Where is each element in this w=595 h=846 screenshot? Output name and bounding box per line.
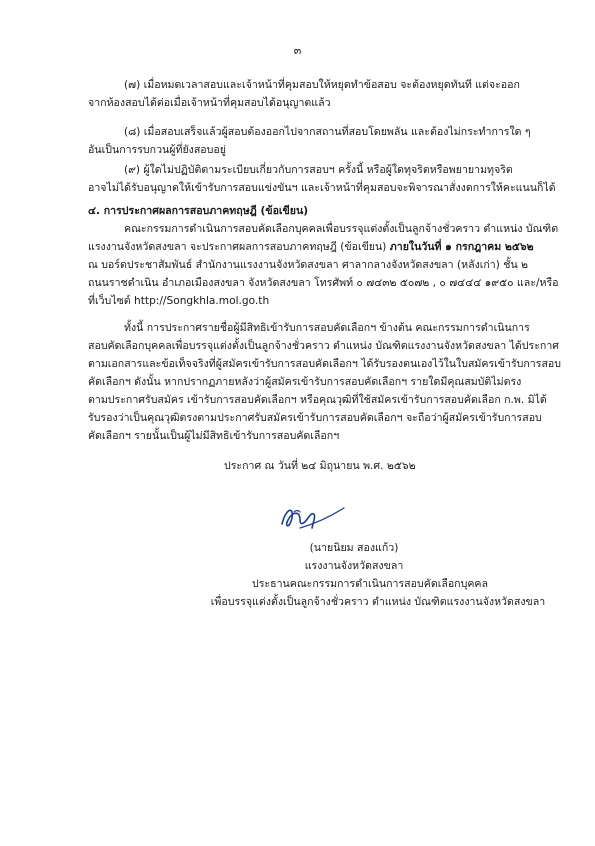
section-4-line-2 (88, 239, 534, 255)
handwritten-signature (270, 498, 350, 538)
section-4-line-2-text: แรงงานจังหวัดสงขลา จะประกาศผลการสอบภาคทฤษฎี (ข้อเขียน) (88, 241, 390, 253)
item-9-line-2: อาจไม่ได้รับอนุญาตให้เข้ารับการสอบแข่งขันฯ และเจ้าหน้าที่คุมสอบจะพิจารณาสั่งงดการให้คะแนนก็ได้ (88, 182, 556, 194)
notice-line-1: ทั้งนี้ การประกาศรายชื่อผู้มีสิทธิเข้ารับการสอบคัดเลือกฯ ข้างต้น คณะกรรมการดำเนินการ (124, 322, 530, 334)
notice-line-5: ตามประกาศรับสมัคร เข้ารับการสอบคัดเลือกฯ หรือคุณวุฒิที่ใช้สมัครเข้ารับการสอบคัดเลือก ก.พ. มิได้ (88, 394, 547, 406)
announcement-date: ประกาศ ณ วันที่ ๒๔ มิถุนายน พ.ศ. ๒๕๖๒ (224, 460, 416, 472)
item-7-line-2: จากห้องสอบได้ต่อเมื่อเจ้าหน้าที่คุมสอบได้อนุญาตแล้ว (88, 97, 331, 109)
signer-role-line-2: เพื่อบรรจุแต่งตั้งเป็นลูกจ้างชั่วคราว ตำแหน่ง บัณฑิตแรงงานจังหวัดสงขลา (210, 596, 546, 608)
section-4-heading: ๔. การประกาศผลการสอบภาคทฤษฎี (ข้อเขียน) (88, 205, 309, 217)
item-8-line-2: อันเป็นการรบกวนผู้ที่ยังสอบอยู่ (88, 144, 226, 156)
section-4-line-1: คณะกรรมการดำเนินการสอบคัดเลือกบุคคลเพื่อบรรจุแต่งตั้งเป็นลูกจ้างชั่วคราว ตำแหน่ง บัณฑิต (124, 223, 559, 235)
result-date: ภายในวันที่ ๑ กรกฎาคม ๒๕๖๒ (389, 241, 534, 253)
item-8-line-1: (๘) เมื่อสอบเสร็จแล้วผู้สอบต้องออกไปจากสถานที่สอบโดยพลัน และต้องไม่กระทำการใด ๆ (124, 126, 531, 138)
notice-line-3: ตามเอกสารและข้อเท็จจริงที่ผู้สมัครเข้ารับการสอบคัดเลือกฯ ได้รับรองตนเองไว้ในใบสมัครเข้ารับการสอบ (88, 358, 561, 370)
section-4-line-4: ถนนราชดำเนิน อำเภอเมืองสงขลา จังหวัดสงขลา โทรศัพท์ ๐ ๗๔๓๒ ๕๐๗๒ , ๐ ๗๔๔๔ ๑๙๕๐ และ/หรือ (88, 277, 559, 289)
signer-name: (นายนิยม สองแก้ว) (309, 542, 399, 554)
signer-role-line-1: ประธานคณะกรรมการดำเนินการสอบคัดเลือกบุคคล (252, 578, 488, 590)
notice-line-6: รับรองว่าเป็นคุณวุฒิตรงตามประกาศรับสมัครเข้ารับการสอบคัดเลือกฯ จะถือว่าผู้สมัครเข้ารับการสอบ (88, 412, 542, 424)
notice-line-7: คัดเลือกฯ รายนั้นเป็นผู้ไม่มีสิทธิเข้ารับการสอบคัดเลือกฯ (88, 430, 340, 442)
item-7-line-1: (๗) เมื่อหมดเวลาสอบและเจ้าหน้าที่คุมสอบให้หยุดทำข้อสอบ จะต้องหยุดทันที แต่จะออก (124, 79, 520, 91)
section-4-line-3: ณ บอร์ดประชาสัมพันธ์ สำนักงานแรงงานจังหวัดสงขลา ศาลากลางจังหวัดสงขลา (หลังเก่า) ชั้น ๒ (88, 259, 529, 271)
signer-position: แรงงานจังหวัดสงขลา (304, 560, 404, 572)
website-line: ที่เว็บไซต์ http://Songkhla.mol.go.th (88, 295, 270, 307)
page-number: ๓ (293, 44, 302, 57)
item-9-line-1: (๙) ผู้ใดไม่ปฏิบัติตามระเบียบเกี่ยวกับการสอบฯ ครั้งนี้ หรือผู้ใดทุจริตหรือพยายามทุจริต (124, 164, 513, 176)
notice-line-2: สอบคัดเลือกบุคคลเพื่อบรรจุแต่งตั้งเป็นลูกจ้างชั่วคราว ตำแหน่ง บัณฑิตแรงงานจังหวัดสงขลา ได้ประกาศ (88, 340, 559, 352)
notice-line-4: คัดเลือกฯ ดังนั้น หากปรากฏภายหลังว่าผู้สมัครเข้ารับการสอบคัดเลือกฯ รายใดมีคุณสมบัติไม่ตรง (88, 376, 522, 388)
